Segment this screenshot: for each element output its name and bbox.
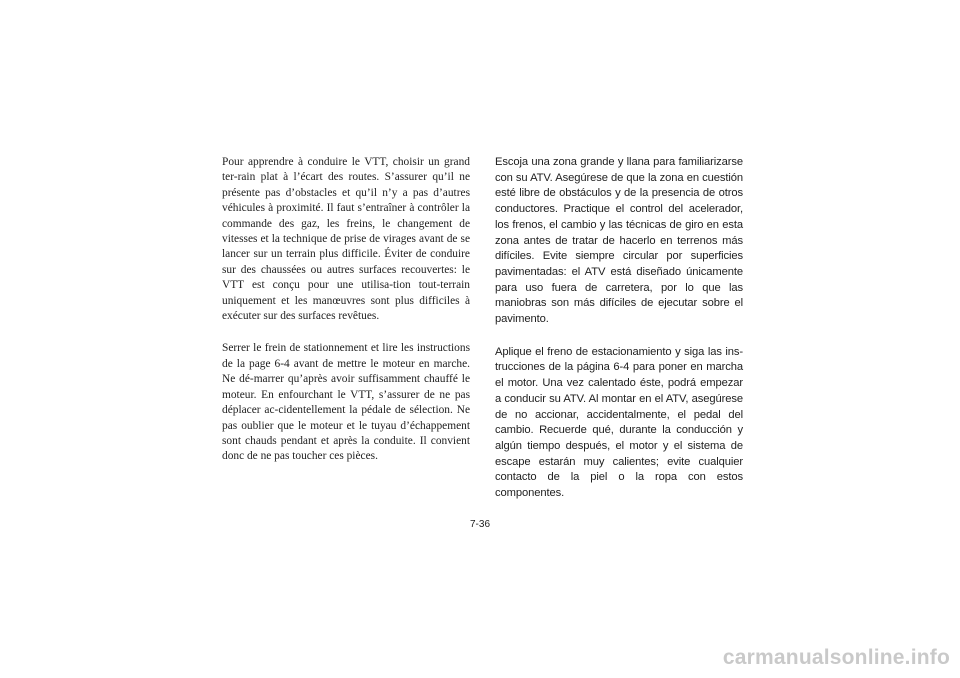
french-paragraph-starting-engine: Serrer le frein de stationnement et lire les instructions de la page 6-4 avant de mettre le moteur en marche. Ne dé-marrer qu’après avoir suffisamment chauffé le moteur. En enfourchant le VTT, s’assurer de ne pas déplacer ac-cidentellement la pédale de sélection. Ne pas oublier que le moteur et le tuyau d’échappement sont chauds pendant et après la conduite. Il convient donc de ne pas toucher ces pièces.	[222, 342, 470, 463]
french-column	[222, 155, 470, 465]
site-watermark: carmanualsonline.info	[722, 646, 950, 669]
spanish-paragraph-riding-area: Escoja una zona grande y llana para familiarizarse con su ATV. Asegúrese de que la zona en cuestión esté libre de obstáculos y de la presencia de otros conductores. Practique el control del acelerador, los frenos, el cambio y las técnicas de giro en esta zona antes de tratar de hacerlo en terrenos más difíciles. Evite siempre circular por superficies pavimentadas: el ATV está diseñado únicamente para uso fuera de carretera, por lo que las maniobras son más difíciles de ejecutar sobre el pavimento.	[495, 156, 743, 326]
spanish-paragraph-starting-engine: Aplique el freno de estacionamiento y siga las ins-trucciones de la página 6-4 para poner en marcha el motor. Una vez calentado éste, podrá empezar a conducir su ATV. Al montar en el ATV, asegúrese de no accionar, accidentalmente, el pedal del cambio. Recuerde qué, durante la conducción y algún tiempo después, el motor y el sistema de escape estarán muy calientes; evite cualquier contacto de la piel o la ropa con estos componentes.	[495, 345, 743, 500]
page-number: 7-36	[469, 519, 490, 530]
french-paragraph-riding-area: Pour apprendre à conduire le VTT, choisir un grand ter-rain plat à l’écart des routes. S’assurer qu’il ne présente pas d’obstacles et qu’il n’y a pas d’autres véhicules à proximité. Il faut s’entraîner à contrôler la commande des gaz, les freins, le changement de vitesses et la technique de prise de virages avant de se lancer sur un terrain plus difficile. Éviter de conduire sur des chaussées ou autres surfaces recouvertes: le VTT est conçu pour une utilisa-tion tout-terrain uniquement et les manœuvres sont plus difficiles à exécuter sur des surfaces revêtues.	[222, 156, 470, 323]
spanish-column	[495, 155, 743, 502]
